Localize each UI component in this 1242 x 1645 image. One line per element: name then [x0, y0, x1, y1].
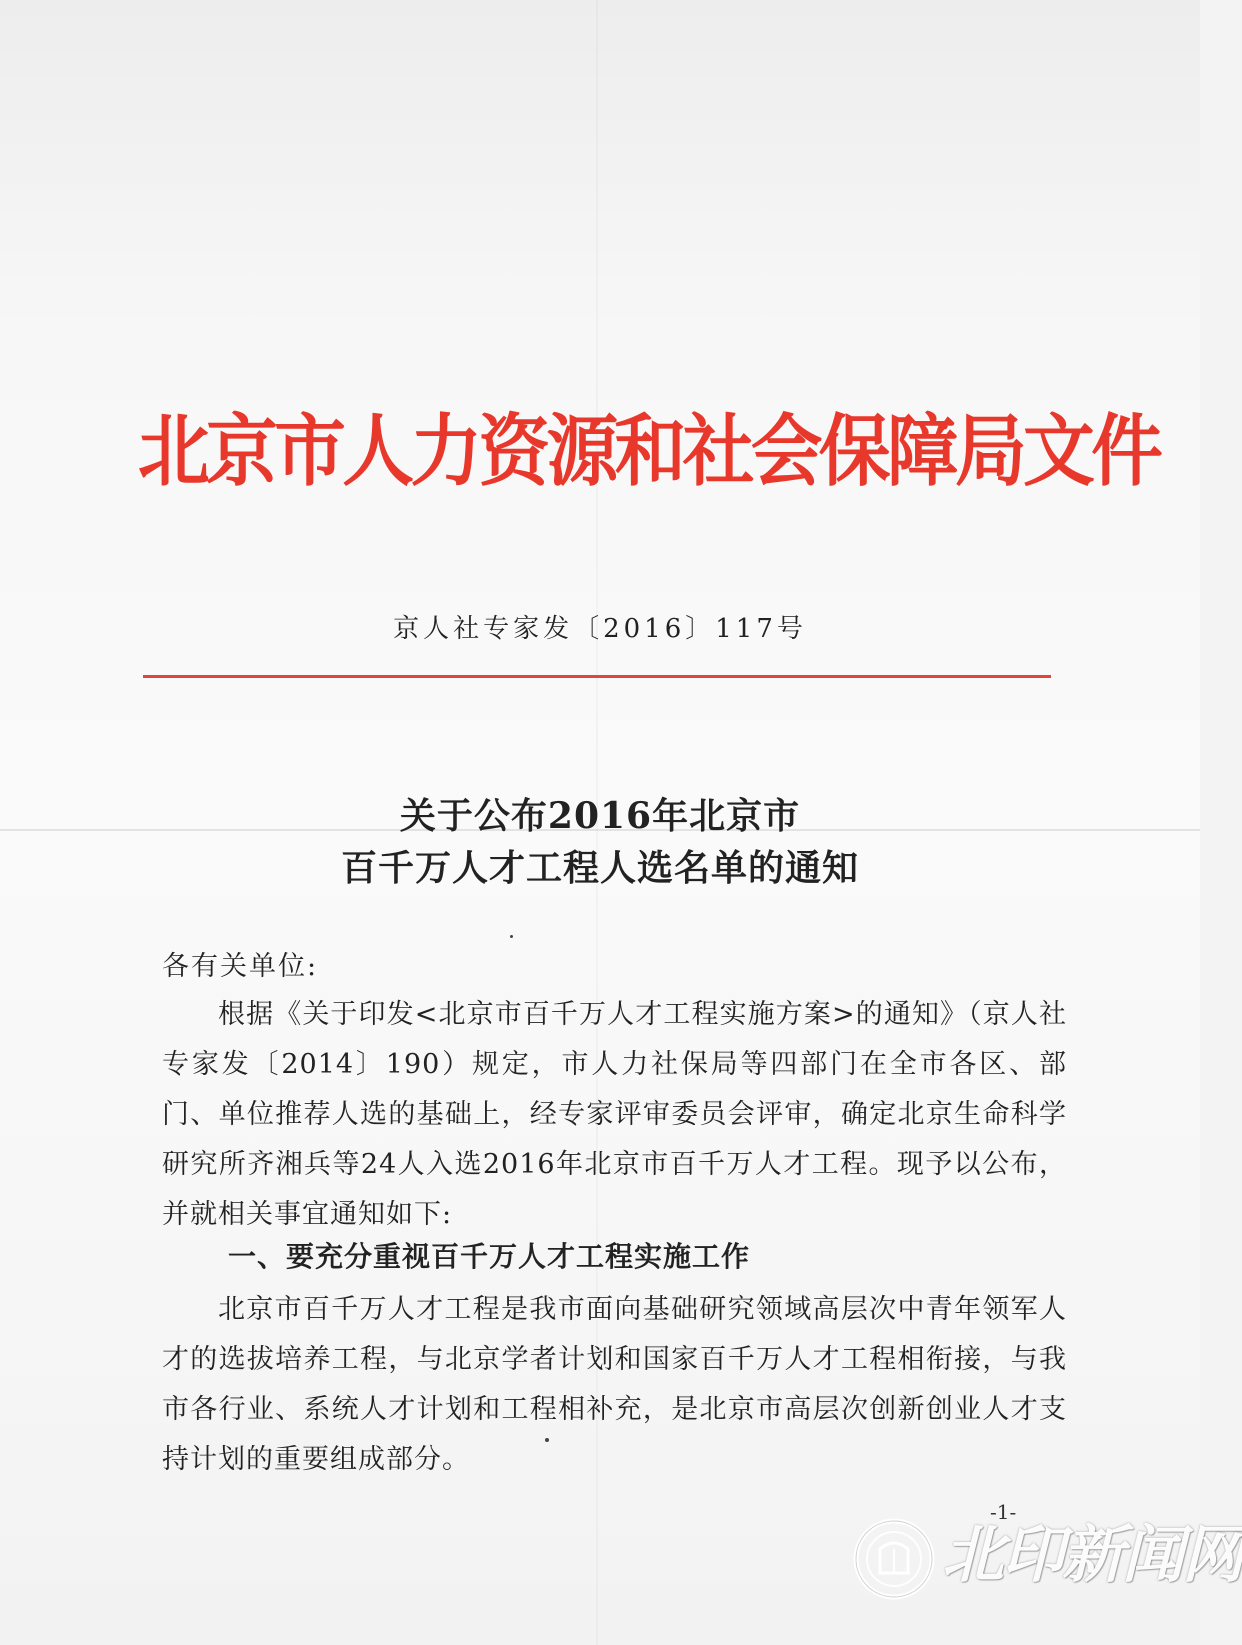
page-number: -1- [990, 1500, 1017, 1524]
body-paragraph-2: 北京市百千万人才工程是我市面向基础研究领域高层次中青年领军人才的选拔培养工程，与北京学者计划和国家百千万人才工程相衔接，与我市各行业、系统人才计划和工程相补充，是北京市高层次创新创业人才支持计划的重要组成部分。 [162, 1294, 1067, 1475]
notice-title-line-1: 关于公布2016年北京市 [399, 795, 801, 837]
body-paragraph-1: 根据《关于印发<北京市百千万人才工程实施方案>的通知》（京人社专家发〔2014〕190）规定，市人力社保局等四部门在全市各区、部门、单位推荐人选的基础上，经专家评审委员会评审，确定北京生命科学研究所齐湘兵等24人入选2016年北京市百千万人才工程。现予以公布，并就相关事宜通知如下: [162, 999, 1067, 1230]
university-seal-icon [848, 1497, 940, 1617]
document-number: 京人社专家发〔2016〕117号 [393, 614, 807, 644]
watermark [848, 1497, 1242, 1617]
notice-title-line-2: 百千万人才工程人选名单的通知 [340, 847, 859, 889]
red-separator-line [143, 675, 1051, 678]
watermark-text: 北印新闻网 [942, 1518, 1242, 1591]
salutation: 各有关单位: [162, 951, 319, 982]
issuer-masthead: 北京市人力资源和社会保障局文件 [138, 407, 1160, 497]
speck-mark [545, 1438, 549, 1442]
section-heading-1: 一、要充分重视百千万人才工程实施工作 [228, 1240, 751, 1273]
speck-mark [510, 935, 513, 938]
